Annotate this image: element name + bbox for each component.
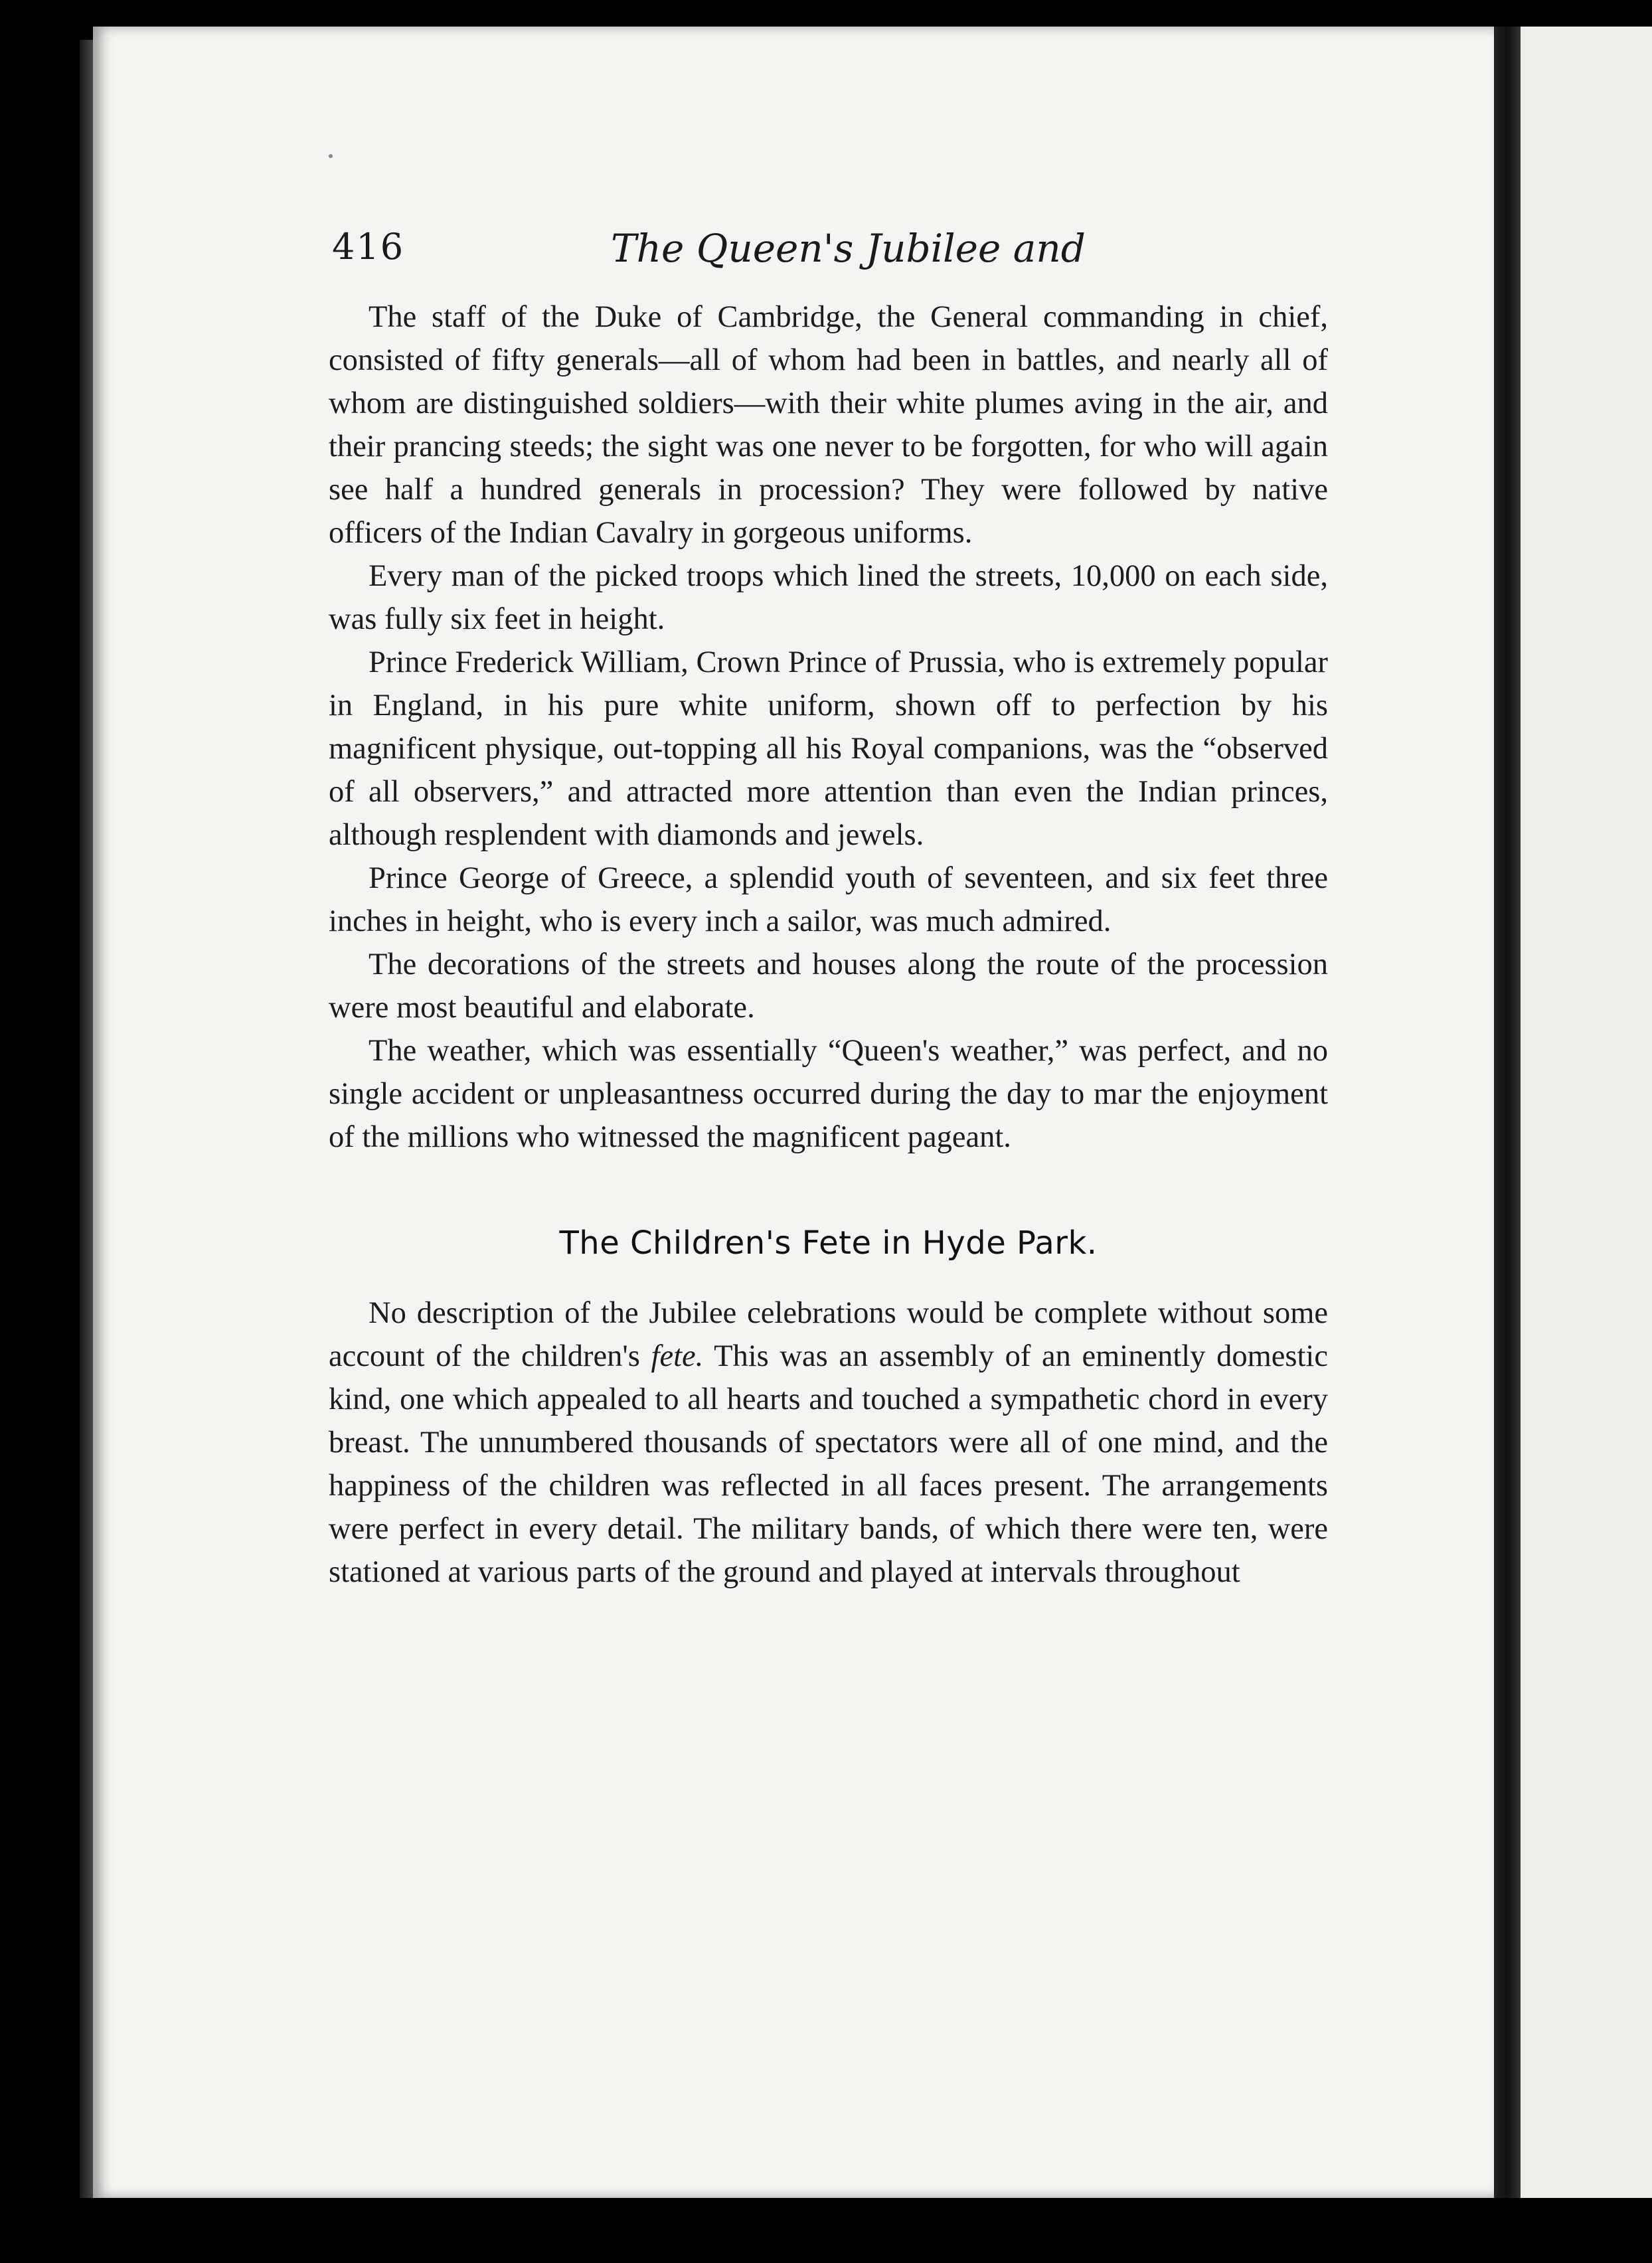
section-heading: The Children's Fete in Hyde Park. [559, 1224, 1098, 1262]
fete-text-end: This was an assembly of an eminently domestic kind, one which appealed to all hearts and touched a sympathetic chord in every breast. The unnumbered thousands of spectators were all of one mind, and the happiness of the children was reflected in all faces present. The arrangements were perfect in every detail. The military bands, of which there were ten, were stationed at various parts of the ground and played at intervals throughout [329, 1339, 1328, 1589]
running-head: The Queen's Jubilee and [611, 226, 1086, 271]
paragraph-duke-of-cambridge: The staff of the Duke of Cambridge, the General commanding in chief, consisted of fifty generals—all of whom had been in battles, and nearly all of whom are distinguished soldiers—with their white plumes aving in the air, and their prancing steeds; the sight was one never to be forgotten, for who will again see half a hundred generals in procession? They were followed by native officers of the Indian Cavalry in gorgeous uniforms. [329, 300, 1328, 550]
fete-italic-word: fete. [651, 1339, 704, 1373]
dust-speck [329, 154, 333, 158]
paragraph-weather: The weather, which was essentially “Queen's weather,” was perfect, and no single accident or unpleasantness occurred during the day to mar the enjoyment of the millions who witnessed the magnificent pageant. [329, 1034, 1328, 1154]
paragraph-crown-prince: Prince Frederick William, Crown Prince of Prussia, who is extremely popular in England, in his pure white uniform, shown off to perfection by his magnificent physique, out-topping all his Royal companions, was the “observed of all observers,” and attracted more attention than even the Indian princes, although resplendent with diamonds and jewels. [329, 645, 1328, 852]
scan-bottom-border [0, 2198, 1652, 2263]
page-number: 416 [332, 226, 405, 268]
paragraph-prince-george: Prince George of Greece, a splendid youth of seventeen, and six feet three inches in height, who is every inch a sailor, was much admired. [329, 861, 1328, 938]
paragraph-childrens-fete [329, 1292, 1328, 1594]
fete-text-start: No description of the Jubilee celebrations would be complete without some account of the children's [329, 1296, 1328, 1373]
body-text [329, 295, 1328, 1594]
paragraph-picked-troops: Every man of the picked troops which lined the streets, 10,000 on each side, was fully six feet in height. [329, 559, 1328, 636]
facing-page-edge [1521, 27, 1652, 2211]
book-gutter [1494, 27, 1521, 2211]
page-header [332, 226, 1341, 279]
paragraph-decorations: The decorations of the streets and houses along the route of the procession were most beautiful and elaborate. [329, 948, 1328, 1025]
